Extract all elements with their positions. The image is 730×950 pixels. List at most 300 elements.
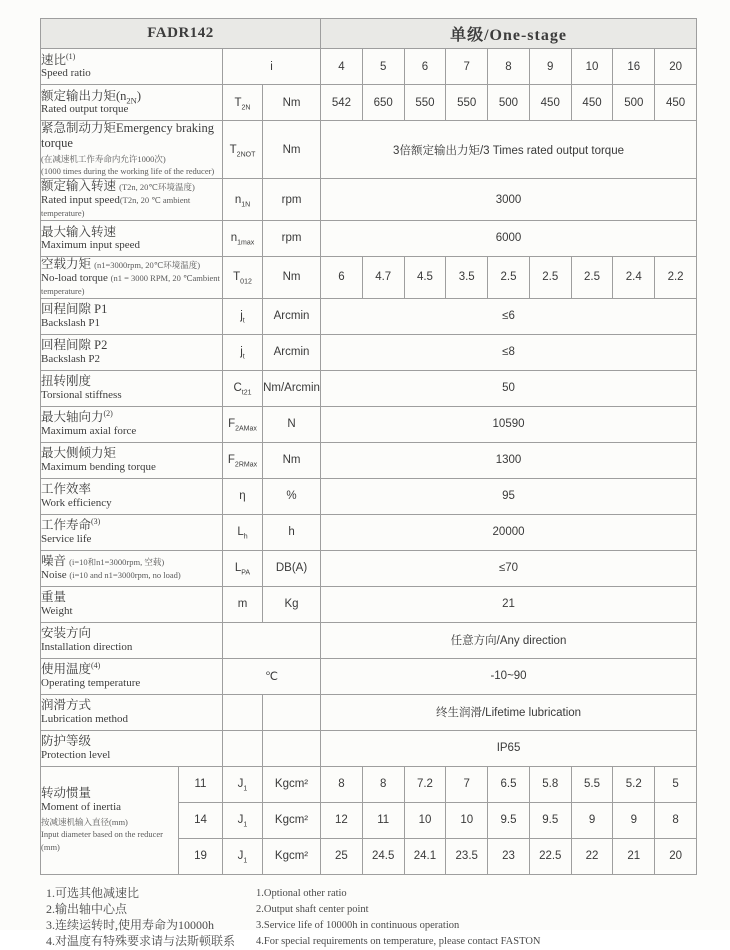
label-line	[41, 389, 222, 402]
value-cell: 6	[404, 49, 446, 85]
label-text: 回程间隙 P2	[41, 338, 108, 353]
value-cell: 9.5	[529, 802, 571, 838]
value-span-cell: 21	[321, 586, 697, 622]
label-text: (1000 times during the working life of the reducer)	[41, 166, 215, 177]
symbol-subscript: 2RMax	[234, 461, 258, 469]
row-noise	[41, 550, 697, 586]
value-span-cell: 3倍额定输出力矩/3 Times rated output torque	[321, 121, 697, 179]
unit-cell: Nm/Arcmin	[263, 370, 321, 406]
label-text: (i=10和n1=3000rpm, 空载)	[69, 557, 165, 568]
value-span-cell: ≤70	[321, 550, 697, 586]
label-line	[41, 121, 222, 151]
value-cell: 23.5	[446, 838, 488, 874]
label-line	[41, 374, 222, 389]
label-text: 额定输入转速	[41, 179, 120, 194]
label-text: (n1 = 3000 RPM, 20 ℃ambient temperature)	[41, 272, 220, 296]
label-line	[41, 786, 178, 801]
label-line	[41, 497, 222, 510]
value-cell: 21	[613, 838, 655, 874]
label-line	[41, 734, 222, 749]
label-text: 按减速机输入直径(mm)	[41, 816, 128, 827]
label-line	[41, 302, 222, 317]
value-span-cell: 20000	[321, 514, 697, 550]
symbol-cell	[223, 179, 263, 221]
input-diameter-cell: 14	[179, 802, 223, 838]
value-span-cell: 50	[321, 370, 697, 406]
value-cell: 2.5	[571, 256, 613, 298]
symbol-cell	[223, 220, 263, 256]
value-cell: 5.8	[529, 766, 571, 802]
symbol-subscript: 012	[240, 278, 252, 286]
row-operating-temperature	[41, 658, 697, 694]
row-speed-ratio	[41, 49, 697, 85]
label-line	[41, 518, 222, 533]
label-line	[41, 67, 222, 80]
label-line	[41, 569, 222, 582]
value-cell: 9	[571, 802, 613, 838]
value-cell: 7.2	[404, 766, 446, 802]
footnote-en: 1.Optional other ratio	[256, 887, 347, 899]
row-rated-output-torque	[41, 85, 697, 121]
value-cell: 542	[321, 85, 363, 121]
value-cell: 2.5	[488, 256, 530, 298]
label-text: 空载力矩	[41, 256, 95, 271]
label-text: 紧急制动力矩Emergency braking torque	[41, 121, 214, 150]
label-line	[41, 257, 222, 272]
label-text: 最大侧倾力矩	[41, 446, 117, 461]
row-backlash-p1	[41, 298, 697, 334]
value-cell: 10	[446, 802, 488, 838]
row-backlash-p2	[41, 334, 697, 370]
label-line	[41, 461, 222, 474]
label-line	[41, 554, 222, 569]
row-work-efficiency	[41, 478, 697, 514]
value-cell: 4.7	[362, 256, 404, 298]
label-line	[41, 103, 222, 116]
row-torsional-stiffness	[41, 370, 697, 406]
value-cell: 22.5	[529, 838, 571, 874]
footnote-en: 2.Output shaft center point	[256, 903, 369, 915]
label-text: 工作寿命	[41, 518, 92, 533]
label-line	[41, 317, 222, 330]
unit-cell: Nm	[263, 256, 321, 298]
label-text: Noise	[41, 568, 70, 581]
value-cell: 450	[529, 85, 571, 121]
value-cell: 2.5	[529, 256, 571, 298]
label-line	[41, 338, 222, 353]
label-emergency-braking-torque	[41, 121, 223, 179]
label-line	[41, 482, 222, 497]
row-service-life	[41, 514, 697, 550]
unit-cell: Nm	[263, 85, 321, 121]
label-line	[41, 605, 222, 618]
footnote-cn: 2.输出轴中心点	[46, 901, 128, 916]
symbol-subscript: 1max	[237, 239, 255, 247]
label-noise	[41, 550, 223, 586]
value-cell: 25	[321, 838, 363, 874]
row-emergency-braking-torque	[41, 121, 697, 179]
label-text: Weight	[41, 604, 73, 617]
table-header-row	[41, 19, 697, 49]
label-text: 工作效率	[41, 482, 92, 497]
label-text: Rated input speed	[41, 193, 120, 206]
label-line	[41, 626, 222, 641]
unit-cell: rpm	[263, 220, 321, 256]
label-line	[41, 165, 222, 178]
value-cell: 8	[655, 802, 697, 838]
symbol-cell	[223, 478, 263, 514]
label-text: 防护等级	[41, 734, 92, 749]
value-cell: 500	[488, 85, 530, 121]
symbol-subscript: 1	[243, 857, 248, 865]
symbol-base: n	[234, 193, 242, 206]
footnote-en: 3.Service life of 10000h in continuous operation	[256, 919, 460, 931]
input-diameter-cell: 19	[179, 838, 223, 874]
label-operating-temperature	[41, 658, 223, 694]
value-cell: 16	[613, 49, 655, 85]
label-weight	[41, 586, 223, 622]
value-cell: 550	[446, 85, 488, 121]
value-cell: 4.5	[404, 256, 446, 298]
label-installation-direction	[41, 622, 223, 658]
row-weight	[41, 586, 697, 622]
row-maximum-input-speed	[41, 220, 697, 256]
label-text: Lubrication method	[41, 712, 129, 725]
symbol-base: L	[237, 526, 244, 539]
symbol-subscript: t21	[241, 389, 252, 397]
value-span-cell: 任意方向/Any direction	[321, 622, 697, 658]
unit-cell	[263, 730, 321, 766]
value-span-cell: IP65	[321, 730, 697, 766]
label-line	[41, 225, 222, 240]
symbol-base: L	[234, 562, 242, 575]
symbol-cell	[223, 334, 263, 370]
label-text: Installation direction	[41, 640, 133, 653]
label-text: (1)	[66, 51, 76, 61]
unit-cell: Nm	[263, 442, 321, 478]
footnote-cn: 1.可选其他减速比	[46, 885, 140, 900]
label-text: Torsional stiffness	[41, 388, 122, 401]
label-maximum-bending-torque	[41, 442, 223, 478]
unit-cell: Kgcm²	[263, 838, 321, 874]
label-text: Maximum input speed	[41, 239, 140, 252]
symbol-cell	[223, 586, 263, 622]
symbol-cell	[223, 370, 263, 406]
value-cell: 4	[321, 49, 363, 85]
symbol-cell	[223, 514, 263, 550]
label-line	[41, 641, 222, 654]
spec-table	[40, 18, 697, 875]
label-no-load-torque	[41, 256, 223, 298]
label-line	[41, 533, 222, 546]
label-text: 速比	[41, 52, 67, 67]
symbol-unit-cell	[223, 622, 321, 658]
value-cell: 450	[655, 85, 697, 121]
footnotes	[40, 885, 730, 950]
symbol-subscript: 2NOT	[236, 150, 256, 158]
symbol-base: i	[270, 60, 273, 73]
label-text: 使用温度	[41, 662, 92, 677]
symbol-cell	[223, 406, 263, 442]
value-cell: 10	[404, 802, 446, 838]
unit-cell: h	[263, 514, 321, 550]
symbol-subscript: 2AMax	[235, 425, 257, 433]
value-span-cell: 10590	[321, 406, 697, 442]
unit-cell: Kg	[263, 586, 321, 622]
label-moment-of-inertia-11	[41, 766, 179, 874]
label-line	[41, 272, 222, 298]
value-cell: 550	[404, 85, 446, 121]
footnotes-cn	[46, 885, 256, 950]
symbol-base: F	[227, 454, 235, 467]
symbol-base: m	[237, 598, 248, 611]
unit-cell: Arcmin	[263, 334, 321, 370]
symbol-subscript: PA	[241, 569, 251, 577]
label-work-efficiency	[41, 478, 223, 514]
symbol-subscript: 1N	[241, 200, 251, 208]
value-cell: 6	[321, 256, 363, 298]
value-cell: 2.4	[613, 256, 655, 298]
symbol-cell	[223, 298, 263, 334]
symbol-base: n	[230, 232, 238, 245]
label-line	[41, 353, 222, 366]
value-cell: 5	[362, 49, 404, 85]
value-span-cell: 3000	[321, 179, 697, 221]
value-cell: 24.1	[404, 838, 446, 874]
label-text: )	[136, 88, 141, 103]
stage-title: 单级/One-stage	[321, 19, 697, 49]
symbol-cell	[223, 121, 263, 179]
label-backlash-p2	[41, 334, 223, 370]
label-text: Speed ratio	[41, 67, 91, 80]
model-name: FADR142	[41, 19, 321, 49]
label-text: 扭转刚度	[41, 374, 92, 389]
label-text: 最大输入转速	[41, 224, 117, 239]
symbol-base: T	[229, 143, 237, 156]
label-text: (i=10 and n1=3000rpm, no load)	[69, 569, 181, 580]
symbol-base: J	[237, 850, 244, 863]
label-text: (在减速机工作寿命内允许1000次)	[41, 153, 166, 164]
symbol-unit-cell: ℃	[223, 658, 321, 694]
value-cell: 2.2	[655, 256, 697, 298]
symbol-base: j	[240, 346, 243, 359]
label-text: (n1=3000rpm, 20℃环境温度)	[94, 259, 201, 270]
label-text: Service life	[41, 532, 92, 545]
value-cell: 7	[446, 49, 488, 85]
value-cell: 8	[362, 766, 404, 802]
symbol-subscript: h	[243, 533, 248, 541]
unit-cell	[263, 694, 321, 730]
unit-cell: Kgcm²	[263, 802, 321, 838]
label-text: Moment of inertia	[41, 800, 122, 813]
value-cell: 5.5	[571, 766, 613, 802]
label-line	[41, 713, 222, 726]
label-text: Protection level	[41, 748, 111, 761]
symbol-subscript: t	[242, 317, 245, 325]
symbol-subscript: 1	[243, 785, 248, 793]
symbol-cell	[223, 550, 263, 586]
value-cell: 24.5	[362, 838, 404, 874]
unit-cell: rpm	[263, 179, 321, 221]
row-lubrication-method	[41, 694, 697, 730]
label-text: 噪音	[41, 554, 70, 569]
value-span-cell: ≤8	[321, 334, 697, 370]
label-line	[41, 801, 178, 814]
row-installation-direction	[41, 622, 697, 658]
value-cell: 3.5	[446, 256, 488, 298]
label-line	[41, 446, 222, 461]
label-text: Maximum axial force	[41, 424, 137, 437]
row-maximum-bending-torque	[41, 442, 697, 478]
label-text: No-load torque	[41, 271, 111, 284]
unit-cell: Kgcm²	[263, 766, 321, 802]
symbol-subscript: 2N	[241, 103, 251, 111]
label-text: (3)	[91, 517, 101, 527]
label-text: Operating temperature	[41, 676, 141, 689]
symbol-cell	[223, 802, 263, 838]
footnote-en: 4.For special requirements on temperature, please contact FASTON	[256, 935, 541, 947]
value-cell: 11	[362, 802, 404, 838]
label-line	[41, 590, 222, 605]
symbol-subscript: 1	[243, 821, 248, 829]
row-rated-input-speed	[41, 179, 697, 221]
footnote-cn: 4.对温度有特殊要求请与法斯顿联系	[46, 933, 236, 948]
value-cell: 8	[488, 49, 530, 85]
unit-cell: %	[263, 478, 321, 514]
symbol-cell	[223, 730, 263, 766]
value-cell: 10	[571, 49, 613, 85]
row-protection-level	[41, 730, 697, 766]
value-cell: 22	[571, 838, 613, 874]
value-cell: 23	[488, 838, 530, 874]
label-rated-output-torque	[41, 85, 223, 121]
label-line	[41, 151, 222, 166]
label-text: Backslash P2	[41, 352, 100, 365]
value-cell: 20	[655, 49, 697, 85]
label-line	[41, 662, 222, 677]
symbol-base: T	[233, 271, 241, 284]
label-line	[41, 698, 222, 713]
value-span-cell: -10~90	[321, 658, 697, 694]
label-text: Input diameter based on the reducer (mm)	[41, 829, 164, 853]
label-text: 安装方向	[41, 626, 92, 641]
value-cell: 9	[613, 802, 655, 838]
label-text: 最大轴向力	[41, 410, 104, 425]
label-maximum-axial-force	[41, 406, 223, 442]
label-text: 2N	[126, 95, 137, 106]
value-span-cell: 6000	[321, 220, 697, 256]
footnote-cn: 3.连续运转时,使用寿命为10000h	[46, 917, 215, 932]
value-cell: 12	[321, 802, 363, 838]
label-lubrication-method	[41, 694, 223, 730]
label-line	[41, 89, 222, 104]
value-span-cell: 1300	[321, 442, 697, 478]
label-text: (T2n, 20 ℃ ambient temperature)	[41, 194, 191, 218]
value-cell: 7	[446, 766, 488, 802]
value-cell: 9	[529, 49, 571, 85]
symbol-base: F	[228, 418, 236, 431]
symbol-base: J	[237, 814, 244, 827]
value-cell: 9.5	[488, 802, 530, 838]
label-line	[41, 53, 222, 68]
symbol-base: T	[234, 96, 242, 109]
value-cell: 5.2	[613, 766, 655, 802]
label-maximum-input-speed	[41, 220, 223, 256]
label-text: Maximum bending torque	[41, 460, 156, 473]
input-diameter-cell: 11	[179, 766, 223, 802]
symbol-subscript: t	[242, 353, 245, 361]
label-text: (4)	[91, 661, 101, 671]
row-moment-of-inertia-11	[41, 766, 697, 802]
value-span-cell: 95	[321, 478, 697, 514]
unit-cell: N	[263, 406, 321, 442]
label-service-life	[41, 514, 223, 550]
value-cell: 8	[321, 766, 363, 802]
unit-cell: Arcmin	[263, 298, 321, 334]
label-text: 转动惯量	[41, 785, 92, 800]
unit-cell: Nm	[263, 121, 321, 179]
symbol-cell	[223, 442, 263, 478]
label-text: 回程间隙 P1	[41, 302, 108, 317]
label-rated-input-speed	[41, 179, 223, 221]
label-text: Rated output torque	[41, 103, 129, 116]
symbol-unit-cell	[223, 49, 321, 85]
label-line	[41, 239, 222, 252]
symbol-cell	[223, 85, 263, 121]
label-text: 润滑方式	[41, 698, 92, 713]
label-line	[41, 425, 222, 438]
value-cell: 650	[362, 85, 404, 121]
row-maximum-axial-force	[41, 406, 697, 442]
label-line	[41, 814, 178, 829]
label-text: 额定输出力矩(n	[41, 88, 127, 103]
row-no-load-torque	[41, 256, 697, 298]
symbol-base: j	[240, 310, 243, 323]
label-protection-level	[41, 730, 223, 766]
value-cell: 450	[571, 85, 613, 121]
value-span-cell: ≤6	[321, 298, 697, 334]
symbol-cell	[223, 838, 263, 874]
value-cell: 5	[655, 766, 697, 802]
label-backlash-p1	[41, 298, 223, 334]
unit-cell: DB(A)	[263, 550, 321, 586]
symbol-base: η	[239, 490, 246, 503]
symbol-cell	[223, 766, 263, 802]
symbol-cell	[223, 694, 263, 730]
label-text: (T2n, 20℃环境温度)	[119, 182, 195, 193]
label-line	[41, 179, 222, 194]
label-line	[41, 194, 222, 220]
label-text: 重量	[41, 590, 67, 605]
value-cell: 20	[655, 838, 697, 874]
label-line	[41, 410, 222, 425]
label-text: (2)	[103, 409, 113, 419]
symbol-cell	[223, 256, 263, 298]
label-text: Work efficiency	[41, 496, 112, 509]
symbol-base: C	[233, 382, 242, 395]
label-torsional-stiffness	[41, 370, 223, 406]
label-text: Backslash P1	[41, 316, 100, 329]
label-line	[41, 749, 222, 762]
symbol-base: J	[237, 778, 244, 791]
value-cell: 500	[613, 85, 655, 121]
label-speed-ratio	[41, 49, 223, 85]
label-line	[41, 828, 178, 854]
value-span-cell: 终生润滑/Lifetime lubrication	[321, 694, 697, 730]
label-line	[41, 677, 222, 690]
footnotes-en	[256, 885, 540, 950]
value-cell: 6.5	[488, 766, 530, 802]
